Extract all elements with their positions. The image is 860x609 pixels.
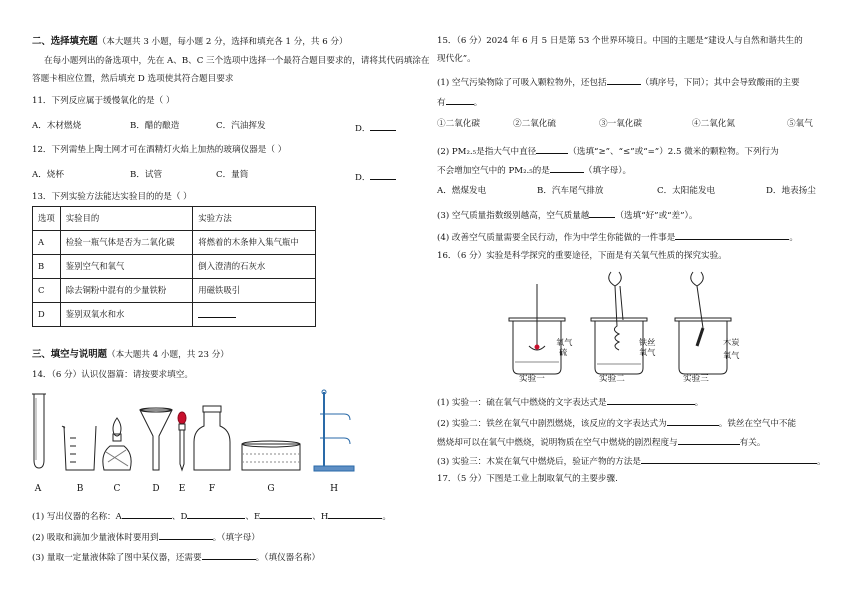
q15-p3-text-2: （选填“好”或“差”）。 <box>615 211 698 221</box>
q15-p1-text: (1) 空气污染物除了可吸入颗粒物外，还包括 <box>437 78 607 88</box>
q11-option-d-label: D． <box>355 124 371 134</box>
q16-p1-text: (1) 实验一：硫在氧气中燃烧的文字表达式是 <box>437 398 607 408</box>
option-cell: D <box>33 303 61 327</box>
q12-option-b: B．试管 <box>130 170 163 180</box>
q14-stem: 14．（6 分）认识仪器篇：请按要求填空。 <box>32 370 193 380</box>
q13-stem: 13．下列实验方法能达实验目的的是（ ） <box>32 192 192 202</box>
q15-p4-end: 。 <box>789 233 798 243</box>
q16-p3-end: 。 <box>816 457 826 467</box>
section2-title: 二、选择填充题 <box>32 36 98 47</box>
q16-label-oxygen-3: 氧气 <box>723 350 740 360</box>
q16-part3 <box>437 454 826 468</box>
q17-stem: 17．（5 分）下图是工业上制取氧气的主要步骤. <box>437 474 618 484</box>
q16-part2-cont <box>437 435 765 449</box>
q16-label-sulfur: 硫 <box>559 347 568 357</box>
q15-part1-cont <box>437 95 482 109</box>
apparatus-label-f: F <box>208 484 216 494</box>
reagent-bottle-icon <box>194 406 230 470</box>
q12-option-a: A．烧杯 <box>32 170 64 180</box>
q16-p2-cont-text: 燃烧却可以在氧气中燃烧，说明物质在空气中燃烧的剧烈程度与 <box>437 438 678 448</box>
q15-part4 <box>437 230 798 244</box>
q14-p3-end: 。（填仪器名称） <box>255 553 321 563</box>
q16-label-iron-wire: 铁丝 <box>639 337 656 347</box>
q15-part3 <box>437 208 697 222</box>
q15-part2 <box>437 144 779 158</box>
q14-apparatus-figure <box>32 390 372 480</box>
header-cell: 实验方法 <box>193 207 316 231</box>
q15-choice-a: A．燃煤发电 <box>437 186 487 196</box>
purpose-cell: 除去铜粉中混有的少量铁粉 <box>60 279 193 303</box>
q14-p2-blank[interactable] <box>159 530 213 540</box>
beaker-icon <box>62 426 96 470</box>
purpose-cell: 鉴别双氧水和水 <box>60 303 193 327</box>
q14-p1-text: (1) 写出仪器的名称：A <box>32 512 122 522</box>
q16-part1 <box>437 395 703 409</box>
q16-p2-text-2: 。铁丝在空气中不能 <box>718 419 797 429</box>
q16-experiment-figure <box>507 270 767 390</box>
q14-p2-end: 。（填字母） <box>212 533 260 543</box>
header-cell: 实验目的 <box>60 207 193 231</box>
section3-note: （本大题共 4 小题，共 23 分） <box>107 350 229 360</box>
q14-p1-h-text: 、H <box>312 512 329 522</box>
iron-stand-icon <box>314 390 354 471</box>
q14-p3-text: (3) 量取一定量液体除了图中某仪器，还需要 <box>32 553 202 563</box>
apparatus-label-h: H <box>330 484 338 494</box>
q14-p1-d-text: 、D <box>171 512 188 522</box>
table-header-row <box>33 207 316 231</box>
q15-p2-cont-end: （填字母）。 <box>583 166 632 176</box>
q15-line1: 15．（6 分）2024 年 6 月 5 日是第 53 个世界环境日。中国的主题是“建设人与自然和谐共生的 <box>437 36 803 46</box>
option-cell: B <box>33 255 61 279</box>
q16-label-charcoal: 木炭 <box>723 337 740 347</box>
q15-p4-blank[interactable] <box>675 230 789 240</box>
q11-blank[interactable] <box>370 121 396 131</box>
apparatus-label-e: E <box>178 484 186 494</box>
q14-part2 <box>32 530 260 544</box>
q15-part1 <box>437 75 800 89</box>
gas-jar-2-icon <box>591 272 647 374</box>
q15-p1-cont-end: 。 <box>473 98 483 108</box>
section2-instruction-1: 在每小题列出的备选项中，先在 A、B、C 三个选项中选择一个最符合题目要求的，请将其代码填涂在 <box>44 56 430 66</box>
section3-heading <box>32 349 229 361</box>
q16-label-exp1: 实验一 <box>519 374 545 384</box>
q16-stem: 16．（6 分）实验是科学探究的重要途径，下面是有关氧气性质的探究实验。 <box>437 251 727 261</box>
section2-instruction-2: 答题卡相应位置，然后填充 D 选项使其符合题目要求 <box>32 74 234 84</box>
option-cell: A <box>33 231 61 255</box>
q15-option-5: ⑤氧气 <box>787 119 813 129</box>
q14-part3 <box>32 550 320 564</box>
water-trough-icon <box>242 441 300 470</box>
q16-label-exp2: 实验二 <box>599 374 625 384</box>
q15-p1-blank[interactable] <box>607 75 641 85</box>
q15-p1-text-2: （填序号，下同）；其中会导致酸雨的主要 <box>640 78 800 88</box>
q14-e-blank[interactable] <box>260 509 312 519</box>
q15-part2-cont <box>437 163 631 177</box>
section2-heading <box>32 36 348 48</box>
q12-stem: 12．下列需垫上陶土网才可在酒精灯火焰上加热的玻璃仪器是（ ） <box>32 145 287 155</box>
q16-p2-blank[interactable] <box>667 416 719 426</box>
q16-part2 <box>437 416 796 430</box>
q14-p1-e-text: 、E <box>245 512 261 522</box>
test-tube-icon <box>32 394 46 468</box>
q15-p2-blank[interactable] <box>536 144 568 154</box>
apparatus-label-g: G <box>267 484 275 494</box>
table-row <box>33 279 316 303</box>
q14-p3-blank[interactable] <box>202 550 256 560</box>
q12-blank[interactable] <box>370 170 396 180</box>
q15-p2-text: (2) PM₂.₅是指大气中直径 <box>437 147 537 157</box>
purpose-cell: 检验一瓶气体是否为二氧化碳 <box>60 231 193 255</box>
q15-option-3: ③一氧化碳 <box>599 119 642 129</box>
q15-p2-text-2: （选填“≥”、“≤”或“=”）2.5 微米的颗粒物。下列行为 <box>568 147 779 157</box>
q16-p1-blank[interactable] <box>607 395 695 405</box>
q15-pm25-blank[interactable] <box>550 163 584 173</box>
table-row <box>33 231 316 255</box>
q13-d-blank[interactable] <box>198 308 236 318</box>
apparatus-label-b: B <box>76 484 84 494</box>
q14-a-blank[interactable] <box>122 509 172 519</box>
section3-title: 三、填空与说明题 <box>32 349 108 360</box>
q15-choice-b: B．汽车尾气排放 <box>537 186 604 196</box>
q15-p3-text: (3) 空气质量指数级别越高，空气质量越 <box>437 211 590 221</box>
q15-p4-text: (4) 改善空气质量需要全民行动，作为中学生你能做的一件事是 <box>437 233 676 243</box>
table-row <box>33 255 316 279</box>
alcohol-lamp-icon <box>103 418 131 470</box>
dropper-icon <box>178 412 186 470</box>
q14-d-blank[interactable] <box>187 509 245 519</box>
q16-label-oxygen-2: 氧气 <box>639 347 656 357</box>
q15-p2-cont-text: 不会增加空气中的 PM₂.₅的是 <box>437 166 550 176</box>
q11-option-b: B．醋的酿造 <box>130 121 180 131</box>
apparatus-label-d: D <box>152 484 160 494</box>
option-cell: C <box>33 279 61 303</box>
purpose-cell: 鉴别空气和氧气 <box>60 255 193 279</box>
q16-label-exp3: 实验三 <box>683 374 709 384</box>
q14-h-blank[interactable] <box>328 509 382 519</box>
q12-option-c: C．量筒 <box>216 170 249 180</box>
q16-p2-text: (2) 实验二：铁丝在氧气中剧烈燃烧，该反应的文字表达式为 <box>437 419 667 429</box>
method-cell: 用磁铁吸引 <box>193 279 316 303</box>
method-cell: 倒入澄清的石灰水 <box>193 255 316 279</box>
q15-acid-rain-blank[interactable] <box>446 95 474 105</box>
q15-p1-cont-text: 有 <box>437 98 446 108</box>
apparatus-label-c: C <box>113 484 121 494</box>
funnel-icon <box>140 408 172 470</box>
q12-option-d[interactable] <box>355 170 396 184</box>
q16-p2-factor-blank[interactable] <box>678 435 740 445</box>
q13-table <box>32 206 316 327</box>
section2-note: （本大题共 3 小题，每小题 2 分，选择和填充各 1 分，共 6 分） <box>97 37 348 47</box>
q16-p2-cont-end: 有关。 <box>739 438 766 448</box>
q11-option-c: C．汽油挥发 <box>216 121 266 131</box>
q16-p3-text: (3) 实验三：木炭在氧气中燃烧后，验证产物的方法是 <box>437 457 641 467</box>
q15-option-2: ②二氧化硫 <box>513 119 556 129</box>
q15-p3-blank[interactable] <box>589 208 615 218</box>
q14-part1 <box>32 509 391 523</box>
q11-option-a: A．木材燃烧 <box>32 121 82 131</box>
method-cell[interactable] <box>193 303 316 327</box>
header-cell: 选项 <box>33 207 61 231</box>
q11-stem: 11．下列反应属于缓慢氧化的是（ ） <box>32 96 175 106</box>
q15-option-4: ④二氧化氮 <box>692 119 735 129</box>
q16-p1-end: 。 <box>694 398 704 408</box>
q16-label-oxygen-1: 氧气 <box>556 337 573 347</box>
method-cell: 将燃着的木条伸入集气瓶中 <box>193 231 316 255</box>
q15-choice-c: C．太阳能发电 <box>657 186 716 196</box>
q15-line2: 现代化”。 <box>437 54 476 64</box>
q14-p2-text: (2) 吸取和滴加少量液体时要用到 <box>32 533 159 543</box>
q16-p3-blank[interactable] <box>641 454 817 464</box>
q11-option-d[interactable] <box>355 121 396 135</box>
apparatus-label-a: A <box>34 484 42 494</box>
table-row <box>33 303 316 327</box>
q14-p1-end: 。 <box>382 512 391 522</box>
gas-jar-1-icon <box>509 284 568 374</box>
q12-option-d-label: D． <box>355 173 371 183</box>
q15-option-1: ①二氧化碳 <box>437 119 480 129</box>
q15-choice-d: D．地表扬尘 <box>766 186 816 196</box>
